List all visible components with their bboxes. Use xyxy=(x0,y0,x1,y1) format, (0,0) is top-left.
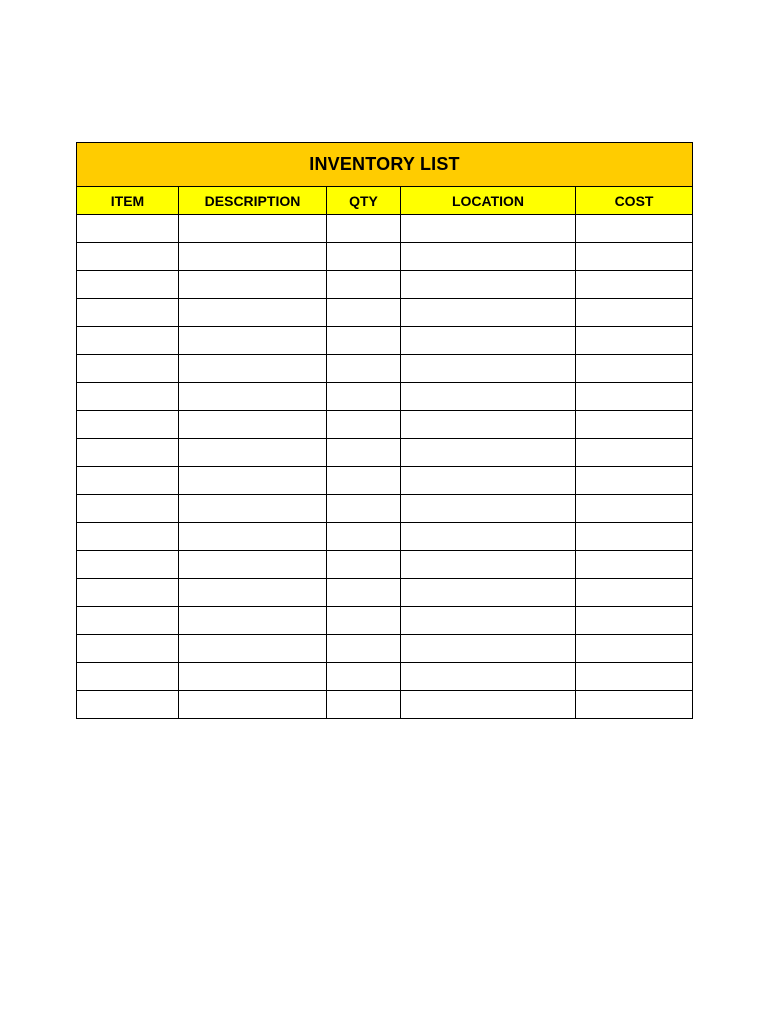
cell-description[interactable] xyxy=(179,579,327,607)
cell-description[interactable] xyxy=(179,271,327,299)
table-row xyxy=(77,467,693,495)
cell-cost[interactable] xyxy=(576,495,693,523)
cell-cost[interactable] xyxy=(576,551,693,579)
cell-qty[interactable] xyxy=(327,411,401,439)
cell-description[interactable] xyxy=(179,411,327,439)
cell-cost[interactable] xyxy=(576,439,693,467)
cell-cost[interactable] xyxy=(576,299,693,327)
cell-item[interactable] xyxy=(77,523,179,551)
column-header-description: DESCRIPTION xyxy=(179,187,327,215)
cell-description[interactable] xyxy=(179,383,327,411)
cell-location[interactable] xyxy=(401,439,576,467)
cell-item[interactable] xyxy=(77,691,179,719)
column-header-row xyxy=(77,187,693,215)
table-row xyxy=(77,355,693,383)
table-row xyxy=(77,607,693,635)
column-header-cost: COST xyxy=(576,187,693,215)
inventory-sheet xyxy=(76,142,692,719)
cell-location[interactable] xyxy=(401,691,576,719)
cell-item[interactable] xyxy=(77,327,179,355)
page-title: INVENTORY LIST xyxy=(77,143,693,187)
column-header-qty: QTY xyxy=(327,187,401,215)
table-row xyxy=(77,271,693,299)
cell-qty[interactable] xyxy=(327,383,401,411)
cell-description[interactable] xyxy=(179,495,327,523)
cell-cost[interactable] xyxy=(576,579,693,607)
cell-item[interactable] xyxy=(77,495,179,523)
cell-description[interactable] xyxy=(179,635,327,663)
table-row xyxy=(77,383,693,411)
cell-cost[interactable] xyxy=(576,467,693,495)
cell-qty[interactable] xyxy=(327,271,401,299)
cell-description[interactable] xyxy=(179,243,327,271)
cell-qty[interactable] xyxy=(327,691,401,719)
cell-cost[interactable] xyxy=(576,691,693,719)
title-row xyxy=(77,143,693,187)
table-row xyxy=(77,551,693,579)
cell-location[interactable] xyxy=(401,467,576,495)
cell-qty[interactable] xyxy=(327,299,401,327)
cell-description[interactable] xyxy=(179,215,327,243)
cell-cost[interactable] xyxy=(576,243,693,271)
cell-description[interactable] xyxy=(179,299,327,327)
cell-location[interactable] xyxy=(401,243,576,271)
cell-cost[interactable] xyxy=(576,635,693,663)
cell-qty[interactable] xyxy=(327,439,401,467)
cell-location[interactable] xyxy=(401,523,576,551)
cell-cost[interactable] xyxy=(576,523,693,551)
cell-description[interactable] xyxy=(179,663,327,691)
cell-location[interactable] xyxy=(401,327,576,355)
table-row xyxy=(77,663,693,691)
cell-item[interactable] xyxy=(77,271,179,299)
table-row xyxy=(77,495,693,523)
cell-cost[interactable] xyxy=(576,327,693,355)
cell-item[interactable] xyxy=(77,579,179,607)
cell-location[interactable] xyxy=(401,215,576,243)
cell-cost[interactable] xyxy=(576,663,693,691)
cell-cost[interactable] xyxy=(576,383,693,411)
cell-item[interactable] xyxy=(77,467,179,495)
cell-item[interactable] xyxy=(77,607,179,635)
cell-item[interactable] xyxy=(77,551,179,579)
column-header-item: ITEM xyxy=(77,187,179,215)
cell-qty[interactable] xyxy=(327,355,401,383)
cell-location[interactable] xyxy=(401,495,576,523)
cell-item[interactable] xyxy=(77,243,179,271)
cell-location[interactable] xyxy=(401,299,576,327)
cell-description[interactable] xyxy=(179,551,327,579)
cell-location[interactable] xyxy=(401,411,576,439)
table-row xyxy=(77,411,693,439)
cell-description[interactable] xyxy=(179,691,327,719)
table-row xyxy=(77,579,693,607)
column-header-location: LOCATION xyxy=(401,187,576,215)
cell-location[interactable] xyxy=(401,663,576,691)
cell-qty[interactable] xyxy=(327,327,401,355)
table-row xyxy=(77,327,693,355)
table-row xyxy=(77,243,693,271)
cell-description[interactable] xyxy=(179,355,327,383)
cell-cost[interactable] xyxy=(576,215,693,243)
cell-cost[interactable] xyxy=(576,271,693,299)
cell-qty[interactable] xyxy=(327,523,401,551)
cell-location[interactable] xyxy=(401,635,576,663)
cell-item[interactable] xyxy=(77,411,179,439)
inventory-table xyxy=(76,142,693,719)
cell-qty[interactable] xyxy=(327,635,401,663)
cell-cost[interactable] xyxy=(576,607,693,635)
cell-item[interactable] xyxy=(77,383,179,411)
cell-qty[interactable] xyxy=(327,243,401,271)
cell-cost[interactable] xyxy=(576,411,693,439)
cell-description[interactable] xyxy=(179,523,327,551)
cell-item[interactable] xyxy=(77,355,179,383)
table-row xyxy=(77,523,693,551)
cell-item[interactable] xyxy=(77,663,179,691)
cell-location[interactable] xyxy=(401,355,576,383)
table-row xyxy=(77,215,693,243)
cell-qty[interactable] xyxy=(327,607,401,635)
table-row xyxy=(77,635,693,663)
cell-qty[interactable] xyxy=(327,579,401,607)
table-row xyxy=(77,439,693,467)
cell-description[interactable] xyxy=(179,439,327,467)
cell-item[interactable] xyxy=(77,635,179,663)
cell-location[interactable] xyxy=(401,383,576,411)
cell-qty[interactable] xyxy=(327,215,401,243)
cell-item[interactable] xyxy=(77,439,179,467)
cell-location[interactable] xyxy=(401,579,576,607)
cell-location[interactable] xyxy=(401,607,576,635)
cell-item[interactable] xyxy=(77,215,179,243)
cell-qty[interactable] xyxy=(327,663,401,691)
cell-qty[interactable] xyxy=(327,551,401,579)
cell-item[interactable] xyxy=(77,299,179,327)
cell-description[interactable] xyxy=(179,607,327,635)
cell-location[interactable] xyxy=(401,551,576,579)
table-row xyxy=(77,299,693,327)
table-row xyxy=(77,691,693,719)
cell-cost[interactable] xyxy=(576,355,693,383)
table-body xyxy=(77,215,693,719)
cell-qty[interactable] xyxy=(327,495,401,523)
cell-qty[interactable] xyxy=(327,467,401,495)
cell-location[interactable] xyxy=(401,271,576,299)
cell-description[interactable] xyxy=(179,327,327,355)
cell-description[interactable] xyxy=(179,467,327,495)
